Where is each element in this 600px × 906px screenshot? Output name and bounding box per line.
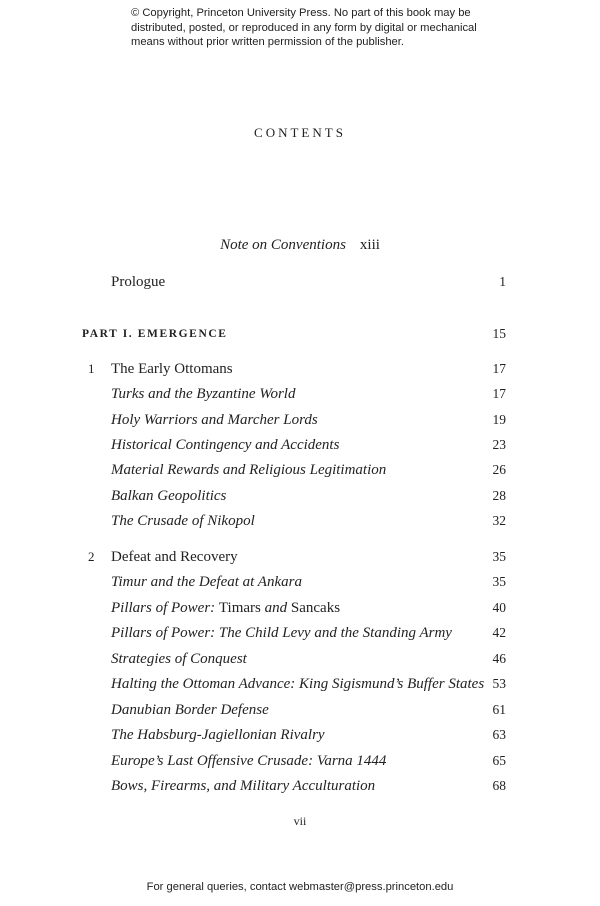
toc-entry-title [111, 546, 238, 568]
title-segment: Holy Warriors and Marcher Lords [111, 412, 318, 428]
toc-entry-title [111, 271, 165, 293]
toc-entry-page: 19 [492, 412, 506, 427]
toc-entry-title [111, 383, 295, 405]
toc-entry-section[interactable] [0, 775, 600, 797]
toc-entry-title [111, 775, 375, 797]
toc-entry-title [111, 510, 255, 532]
toc-entry-section[interactable] [0, 673, 600, 695]
page-number: vii [293, 814, 307, 828]
toc-entry-page: 63 [492, 727, 506, 742]
toc-entry-page: 40 [492, 600, 506, 615]
toc-entry-section[interactable] [0, 724, 600, 746]
toc-entry-section[interactable] [0, 485, 600, 507]
toc-entry-title [111, 409, 318, 431]
toc-entry-chapter[interactable] [0, 546, 600, 568]
toc-entry-page: 32 [492, 513, 506, 528]
toc-entry-page: 46 [492, 651, 506, 666]
toc-entry-title [111, 648, 247, 670]
toc-entry-page: 35 [492, 549, 506, 564]
title-segment: Danubian Border Defense [111, 702, 269, 718]
toc-entry-title [111, 571, 302, 593]
toc-entry-title [111, 434, 339, 456]
toc-entry-title [111, 485, 226, 507]
title-segment: The Crusade of Nikopol [111, 513, 255, 529]
toc-entry-page: 26 [492, 462, 506, 477]
title-segment: Bows, Firearms, and Military Acculturation [111, 778, 376, 794]
toc-entry-page: 23 [492, 437, 506, 452]
toc-entry-title [111, 699, 269, 721]
toc-entry-section[interactable] [0, 571, 600, 593]
title-segment: Europe’s Last Offensive Crusade: Varna 1444 [111, 753, 387, 769]
toc-entry-title [111, 750, 386, 772]
chapter-number: 2 [88, 549, 95, 564]
toc-entry-page: 15 [492, 326, 506, 341]
toc-entry-title [111, 597, 340, 619]
toc-entry-part[interactable] [0, 323, 600, 345]
toc-entry-section[interactable] [0, 409, 600, 431]
toc-entry-section[interactable] [0, 699, 600, 721]
footer-contact: For general queries, contact webmaster@press.princeton.edu [146, 881, 454, 893]
title-segment: Defeat and Recovery [111, 549, 238, 565]
toc-entry-page: 61 [492, 702, 506, 717]
chapter-number: 1 [88, 361, 95, 376]
title-segment: The Early Ottomans [111, 361, 233, 377]
title-segment: Strategies of Conquest [111, 651, 247, 667]
toc-entry-page: 68 [492, 778, 506, 793]
title-segment: Pillars of Power: The Child Levy and the Standing Army [111, 625, 452, 641]
title-segment: PART I. EMERGENCE [82, 328, 228, 340]
toc-entry-title [111, 622, 452, 644]
title-segment: Balkan Geopolitics [111, 488, 227, 504]
toc-entry-section[interactable] [0, 434, 600, 456]
toc-entry-section[interactable] [0, 750, 600, 772]
toc-entry-section[interactable] [0, 459, 600, 481]
toc-entry-title [111, 673, 484, 695]
toc-entry-section[interactable] [0, 622, 600, 644]
title-segment: Halting the Ottoman Advance: King Sigismund’s Buffer States [111, 676, 485, 692]
title-segment: Turks and the Byzantine World [111, 386, 296, 402]
toc-entry-section[interactable] [0, 648, 600, 670]
toc-entry-section[interactable] [0, 383, 600, 405]
toc-entry-section[interactable] [0, 510, 600, 532]
title-segment: The Habsburg-Jagiellonian Rivalry [111, 727, 325, 743]
page-title: CONTENTS [254, 125, 346, 140]
title-segment: Pillars of Power: [111, 600, 219, 616]
toc-entry-page: 17 [492, 386, 506, 401]
copyright-notice: © Copyright, Princeton University Press. No part of this book may be distributed, posted, or reproduced in any form by digital or mechanical means without prior written permission of the publisher. [131, 7, 477, 48]
toc-entry-page: 35 [492, 574, 506, 589]
toc-entry-note[interactable] [0, 237, 600, 254]
toc-entry-page: 53 [492, 676, 506, 691]
title-segment: Material Rewards and Religious Legitimation [111, 462, 387, 478]
title-segment: Sancaks [290, 600, 341, 616]
title-segment: Prologue [111, 274, 166, 290]
toc-entry-page: 17 [492, 361, 506, 376]
title-segment: Historical Contingency and Accidents [111, 437, 340, 453]
toc-entry-page: xiii [359, 237, 380, 253]
toc-entry-chapter[interactable] [0, 358, 600, 380]
toc-entry-page: 65 [492, 753, 506, 768]
title-segment: Timur and the Defeat at Ankara [111, 574, 302, 590]
toc-entry-page: 1 [499, 274, 506, 289]
toc-entry-title [111, 459, 386, 481]
toc-entry-section[interactable] [0, 597, 600, 619]
toc-entry-page: 42 [492, 625, 506, 640]
toc-entry-title [82, 323, 228, 345]
toc-entry-title: Note on Conventions [220, 237, 346, 253]
toc-entry-title [111, 358, 233, 380]
toc-entry-page: 28 [492, 488, 506, 503]
toc-entry-front[interactable] [0, 271, 600, 293]
title-segment: Timars [218, 600, 265, 616]
toc-entry-title [111, 724, 325, 746]
title-segment: and [264, 600, 291, 616]
